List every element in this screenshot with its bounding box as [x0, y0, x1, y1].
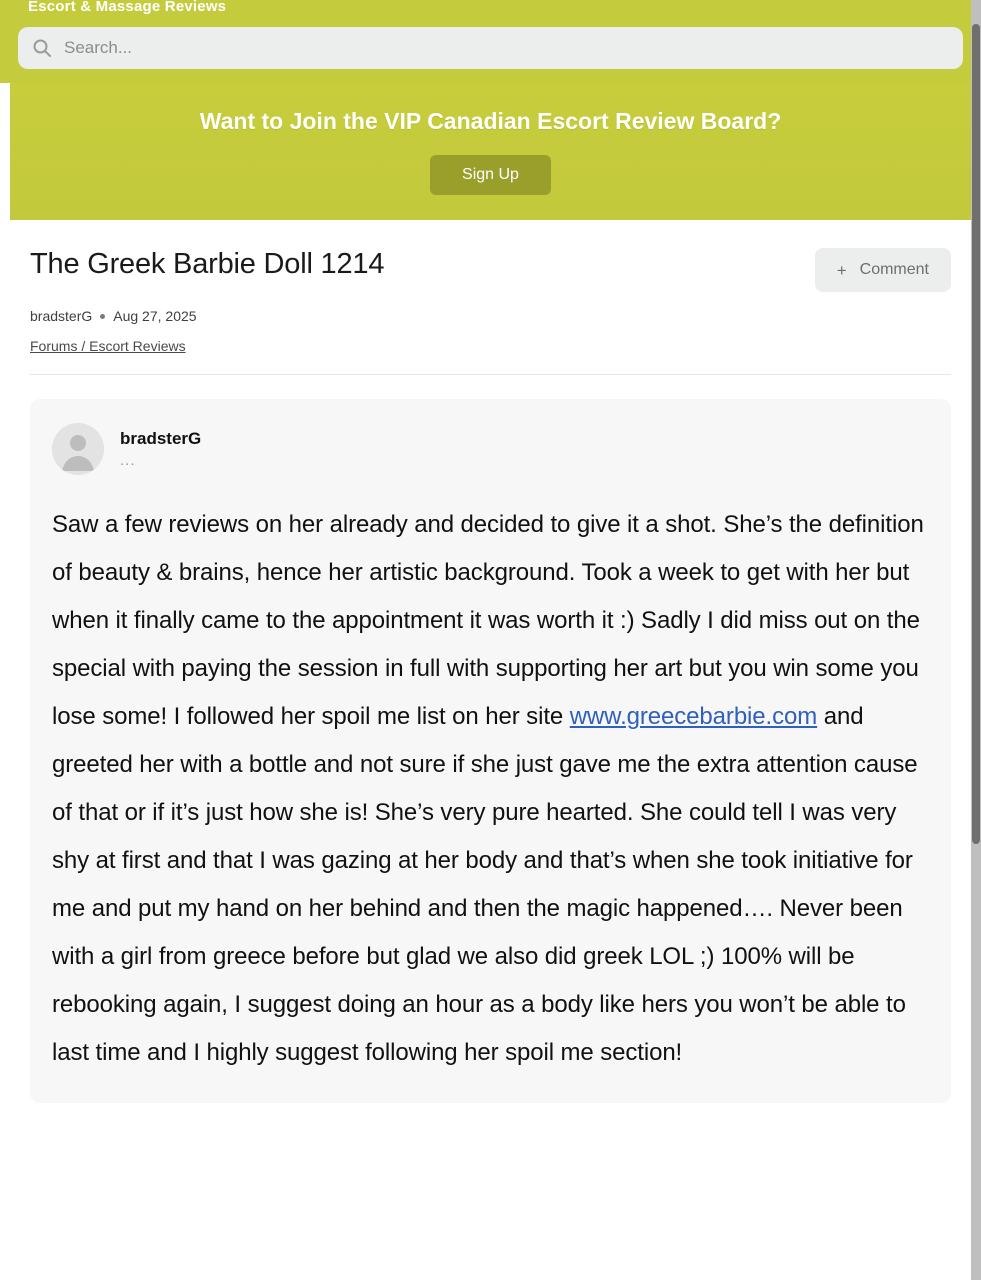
page-scrollbar[interactable] [971, 0, 981, 1280]
post-author-block [120, 429, 201, 470]
post-body-part-1: Saw a few reviews on her already and decided to give it a shot. She’s the definition of beauty & brains, hence her artistic background. Took a week to get with her but when it finally came to the appointment it was worth it :) Sadly I did miss out on the special with paying the session in full with supporting her art but you win some you lose some! I followed her spoil me list on her site [52, 511, 924, 730]
site-tagline: Escort & Massage Reviews [28, 0, 227, 14]
sign-up-button[interactable]: Sign Up [430, 155, 551, 195]
post-author: bradsterG [120, 428, 202, 448]
meta-separator-dot [100, 314, 105, 319]
post-header [52, 423, 929, 475]
post-body-part-2: and greeted her with a bottle and not sure if she just gave me the extra attention cause of that or if it’s just how she is! She’s very pure hearted. She could tell I was very shy at first and that I was gazing at her body and that’s when she took initiative for me and put my hand on her behind and then the magic happened…. Never been with a girl from greece before but glad we also did greek LOL ;) 100% will be rebooking again, I suggest doing an hour as a body like hers you won’t be able to last time and I highly suggest following her spoil me section! [52, 703, 918, 1066]
post-subtitle: ... [120, 451, 136, 469]
vip-banner [10, 83, 971, 220]
thread-header [30, 220, 951, 292]
user-avatar-icon [52, 423, 104, 475]
post-card [30, 399, 951, 1103]
vip-banner-title: Want to Join the VIP Canadian Escort Review Board? [199, 108, 782, 134]
breadcrumb[interactable]: Forums / Escort Reviews [30, 338, 186, 354]
thread-meta [30, 308, 951, 324]
post-body [52, 501, 929, 1077]
divider [30, 374, 951, 375]
comment-button-label: Comment [859, 261, 929, 278]
search-bar[interactable] [18, 27, 963, 69]
thread-date: Aug 27, 2025 [113, 308, 197, 324]
thread-author: bradsterG [30, 308, 93, 324]
comment-button[interactable] [815, 248, 951, 292]
search-input[interactable] [64, 38, 949, 58]
scrollbar-thumb[interactable] [972, 24, 980, 844]
site-header [0, 0, 981, 83]
thread-content [10, 220, 971, 1103]
search-icon [32, 38, 52, 58]
post-body-link[interactable]: www.greecebarbie.com [569, 703, 818, 730]
plus-icon: + [836, 260, 847, 280]
page-title: The Greek Barbie Doll 1214 [30, 248, 385, 280]
